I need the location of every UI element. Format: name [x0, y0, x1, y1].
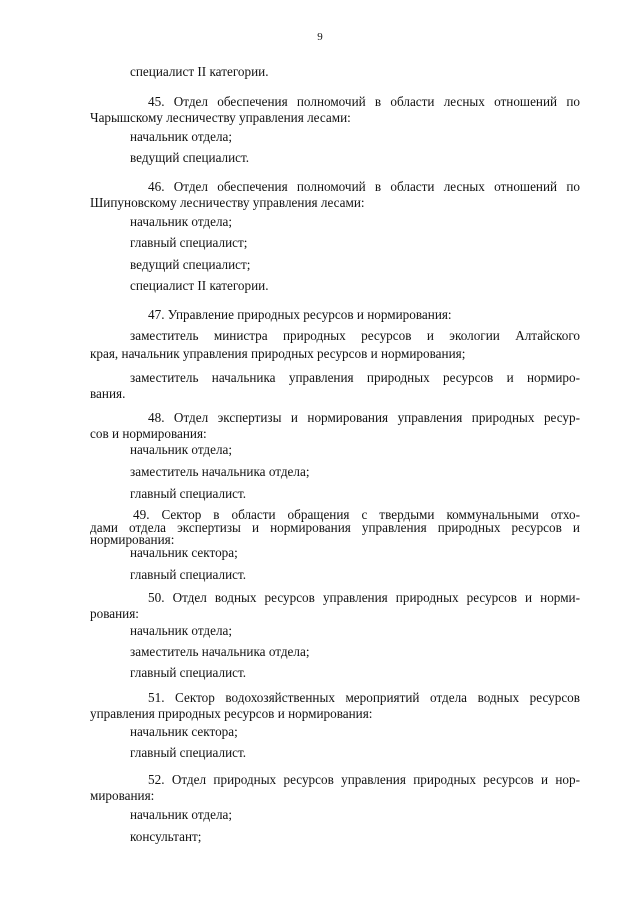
text-line: специалист II категории.: [130, 64, 269, 79]
text-line: заместитель начальника отдела;: [130, 464, 310, 479]
text-line: заместитель начальника отдела;: [130, 644, 310, 659]
item-heading: 50. Отдел водных ресурсов управления природных ресурсов и норми-: [148, 590, 580, 605]
item-heading: 51. Сектор водохозяйственных мероприятий отдела водных ресурсов: [148, 690, 580, 705]
text-line: сов и нормирования:: [90, 426, 207, 441]
text-line: начальник сектора;: [130, 724, 238, 739]
text-line: Чарышскому лесничеству управления лесами:: [90, 110, 351, 125]
text-line: заместитель министра природных ресурсов и экологии Алтайского: [130, 328, 580, 343]
text-line: управления природных ресурсов и нормирования:: [90, 706, 373, 721]
item-heading: 48. Отдел экспертизы и нормирования управления природных ресур-: [148, 410, 580, 425]
text-line: главный специалист.: [130, 665, 247, 680]
item-heading: 49. Сектор в области обращения с твердыми коммунальными отхо-: [133, 507, 580, 522]
item-heading: 45. Отдел обеспечения полномочий в области лесных отношений по: [148, 94, 580, 109]
text-line: ведущий специалист;: [130, 257, 251, 272]
text-line: начальник сектора;: [130, 545, 238, 560]
text-line: специалист II категории.: [130, 278, 269, 293]
text-line: главный специалист.: [130, 486, 247, 501]
text-line: рования:: [90, 606, 139, 621]
text-line: консультант;: [130, 829, 202, 844]
text-line: главный специалист;: [130, 235, 248, 250]
text-line: ведущий специалист.: [130, 150, 250, 165]
text-line: края, начальник управления природных ресурсов и нормирования;: [90, 346, 466, 361]
text-line: начальник отдела;: [130, 129, 233, 144]
item-heading: 47. Управление природных ресурсов и нормирования:: [148, 307, 452, 322]
item-heading: 46. Отдел обеспечения полномочий в области лесных отношений по: [148, 179, 580, 194]
text-line: мирования:: [90, 788, 155, 803]
text-line: начальник отдела;: [130, 807, 233, 822]
text-line: заместитель начальника управления природных ресурсов и нормиро-: [130, 370, 580, 385]
text-line: начальник отдела;: [130, 214, 233, 229]
text-line: нормирования:: [90, 532, 175, 547]
text-line: Шипуновскому лесничеству управления лесами:: [90, 195, 365, 210]
page-number: 9: [317, 31, 323, 43]
text-line: главный специалист.: [130, 567, 247, 582]
text-line: вания.: [90, 386, 126, 401]
text-line: дами отдела экспертизы и нормирования управления природных ресурсов и: [90, 520, 580, 535]
text-line: начальник отдела;: [130, 442, 233, 457]
text-line: главный специалист.: [130, 745, 247, 760]
item-heading: 52. Отдел природных ресурсов управления природных ресурсов и нор-: [148, 772, 580, 787]
text-line: начальник отдела;: [130, 623, 233, 638]
